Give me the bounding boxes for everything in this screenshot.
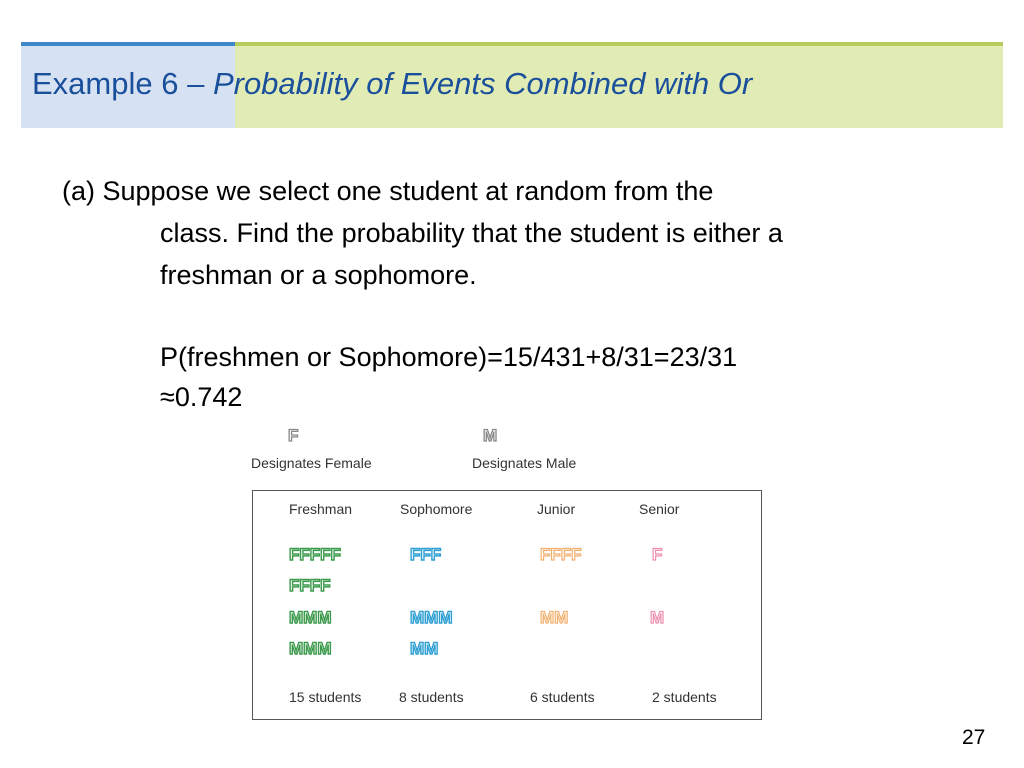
senior-female-row-1: F [652, 545, 663, 564]
freshman-male-row-2: MMM [289, 639, 332, 658]
class-composition-panel [252, 490, 762, 720]
question-line-2: class. Find the probability that the student is either a [160, 218, 783, 248]
sophomore-female-row-1: FFF [410, 545, 442, 564]
question-line-1: (a) Suppose we select one student at random from the [62, 176, 714, 206]
answer-line-2: ≈0.742 [160, 382, 243, 412]
title-prefix: Example 6 – [32, 66, 213, 101]
slide-title [32, 66, 752, 102]
page-number: 27 [962, 726, 986, 749]
sophomore-male-row-2: MM [410, 639, 439, 658]
column-header-junior: Junior [537, 501, 576, 517]
title-italic: Probability of Events Combined with Or [212, 66, 753, 101]
answer-line-1: P(freshmen or Sophomore)=15/431+8/31=23/31 [160, 342, 738, 372]
senior-count: 2 students [652, 689, 717, 705]
column-header-freshman: Freshman [289, 501, 353, 517]
senior-male-row-1: M [650, 608, 665, 627]
sophomore-male-row-1: MMM [410, 608, 453, 627]
male-legend-icon: M [483, 426, 498, 445]
female-legend-label: Designates Female [251, 455, 372, 471]
female-legend-icon: F [288, 426, 299, 445]
freshman-female-row-1: FFFFF [289, 545, 341, 564]
column-header-senior: Senior [639, 501, 680, 517]
junior-female-row-1: FFFF [540, 545, 582, 564]
question-line-3: freshman or a sophomore. [160, 260, 477, 290]
freshman-female-row-2: FFFF [289, 576, 331, 595]
sophomore-count: 8 students [399, 689, 464, 705]
column-header-sophomore: Sophomore [400, 501, 473, 517]
junior-male-row-1: MM [540, 608, 569, 627]
freshman-male-row-1: MMM [289, 608, 332, 627]
male-legend-label: Designates Male [472, 455, 577, 471]
junior-count: 6 students [530, 689, 595, 705]
freshman-count: 15 students [289, 689, 362, 705]
